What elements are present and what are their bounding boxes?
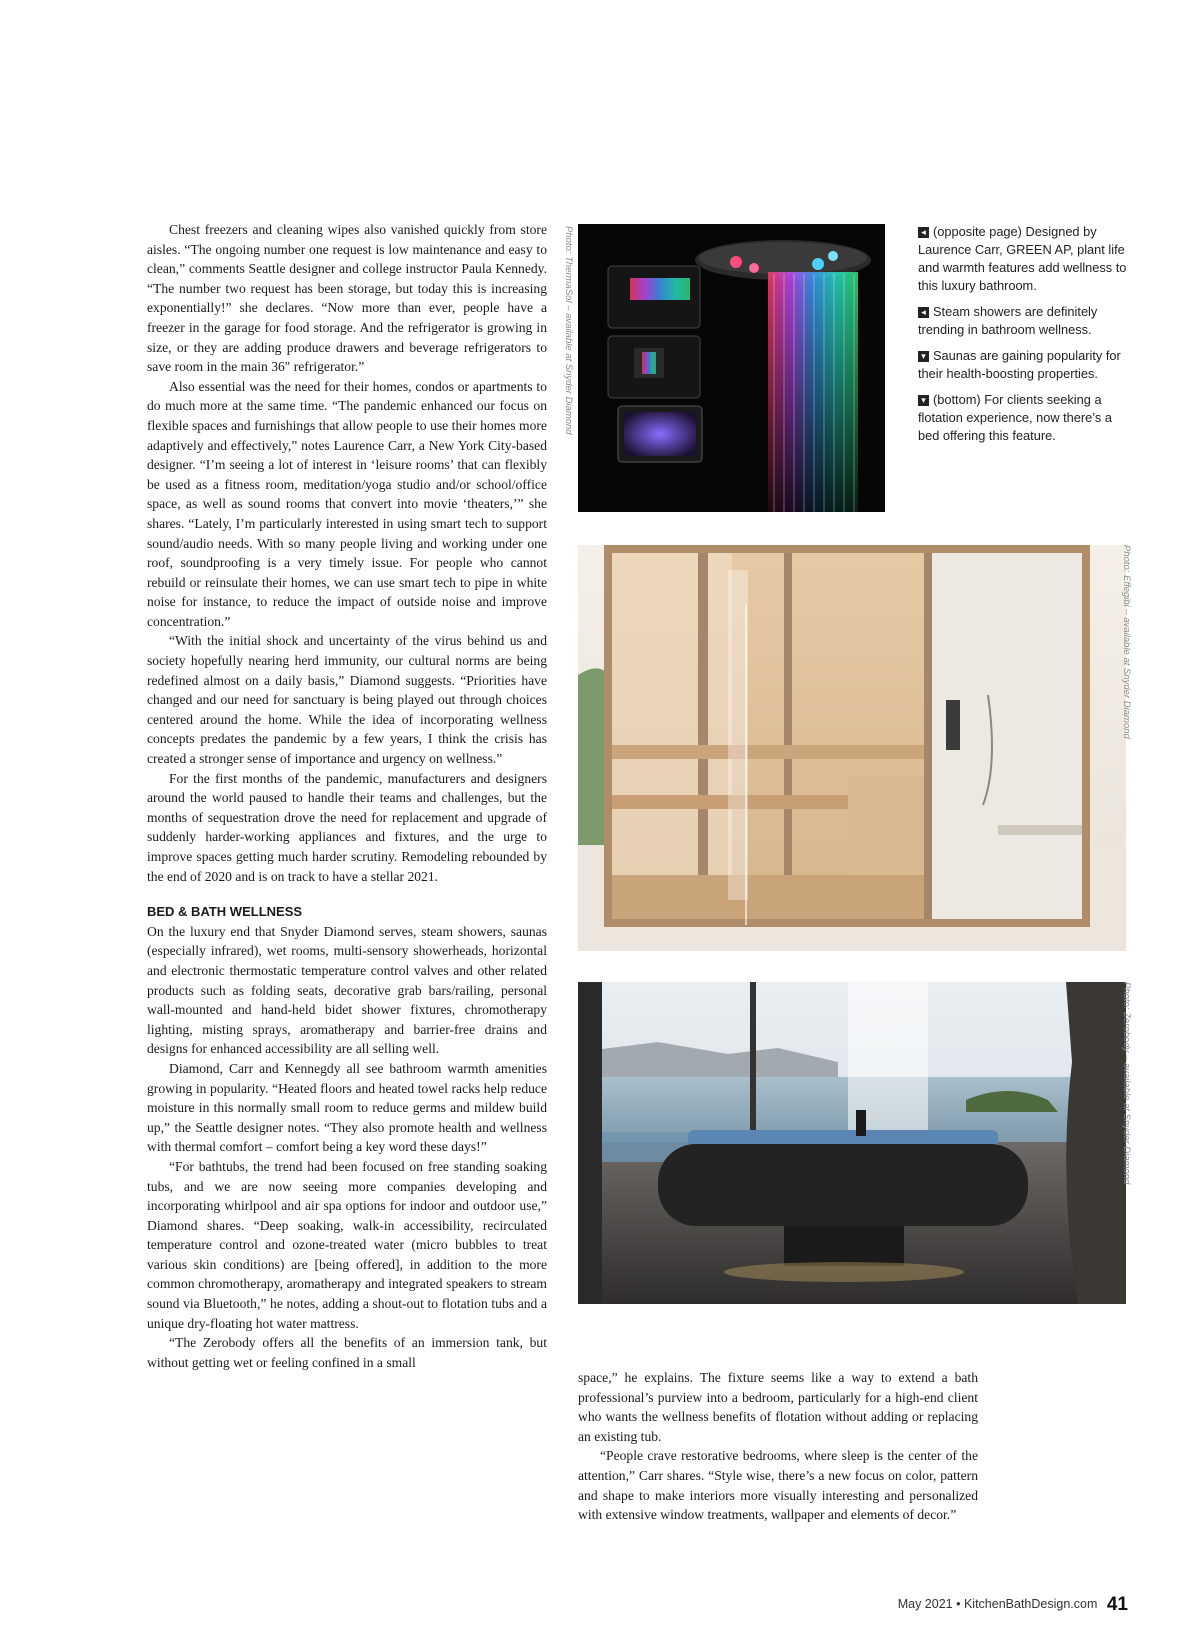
down-arrow-icon: ▾	[918, 395, 929, 406]
section-heading: BED & BATH WELLNESS	[147, 904, 303, 920]
article-paragraph: Diamond, Carr and Kennegdy all see bathroom warmth amenities growing in popularity. “Heated floors and heated towel racks help reduce moisture in this normally small room to reduce germs and mildew build up,” the Seattle designer notes. “They also promote health and wellness with thermal comfort – comfort being a key word these days!”	[147, 1060, 547, 1155]
caption-text: Steam showers are definitely trending in bathroom wellness.	[918, 304, 1098, 337]
website-url: KitchenBathDesign.com	[963, 1597, 1098, 1611]
article-paragraph: “People crave restorative bedrooms, where sleep is the center of the attention,” Carr shares. “Style wise, there’s a new focus on color, pattern and shape to make interiors more visually interesting and personalized with extensive window treatments, wallpaper and elements of decor.”	[578, 1448, 978, 1523]
article-column-left	[147, 220, 547, 1372]
article-paragraph: “With the initial shock and uncertainty of the virus behind us and society hopefully nearing herd immunity, our cultural norms are being redefined almost on a daily basis,” Diamond suggests. “Priorities have changed and our need for sanctuary is being played out through choices centered around the home. While the idea of incorporating wellness concepts predates the pandemic by a few years, I think the crisis has created a stronger sense of importance and urgency on wellness.”	[147, 633, 547, 767]
article-column-right	[578, 1368, 978, 1525]
issue-date: May 2021	[897, 1597, 953, 1611]
caption	[918, 223, 1128, 295]
photo-sauna	[578, 545, 1126, 951]
article-paragraph: space,” he explains. The fixture seems like a way to extend a bath professional’s purview into a bedroom, particularly for a high-end client who wants the wellness benefits of flotation without adding or replacing an existing tub.	[578, 1370, 978, 1444]
article-paragraph: Chest freezers and cleaning wipes also vanished quickly from store aisles. “The ongoing number one request is low maintenance and easy to clean,” comments Seattle designer and college instructor Paula Kennedy. “The number two request has been storage, but today this is increasing exponentially!” she declares. “Now more than ever, people have a freezer in the garage for food storage. And the refrigerator is growing in size, or they are adding produce drawers and beverage refrigerators to save room in the main 36" refrigerator.”	[147, 222, 547, 375]
page-number: 41	[1106, 1594, 1128, 1615]
photo-credit: Photo: Zerobody – available at Snyder Diamond	[1121, 982, 1132, 1185]
caption	[918, 303, 1128, 339]
caption-text: Saunas are gaining popularity for their health-boosting properties.	[918, 348, 1121, 381]
article-paragraph: “The Zerobody offers all the benefits of an immersion tank, but without getting wet or feeling confined in a small	[147, 1335, 547, 1370]
article-paragraph: For the first months of the pandemic, manufacturers and designers around the world paused to handle their teams and challenges, but the months of sequestration drove the need for replacement and upgrade of suddenly harder-working appliances and fixtures, and the urge to improve spaces getting much harder scrutiny. Remodeling rebounded by the end of 2020 and is on track to have a stellar 2021.	[147, 770, 547, 884]
article-paragraph: Also essential was the need for their homes, condos or apartments to do much more at the same time. “The pandemic enhanced our focus on flexible spaces and furnishings that allow people to use their homes more adaptively and effectively,” notes Laurence Carr, a New York City-based designer. “I’m seeing a lot of interest in ‘leisure rooms’ that can flexibly be used as a fitness room, meditation/yoga studio and/or school/office space, as well as sound rooms that convert into movie ‘theaters,’” she shares. “Lately, I’m particularly interested in using smart tech to support sound/audio needs. With so many people living and working under one roof, soundproofing is a very timely issue. For people who cannot rebuild or reinsulate their homes, we can use smart tech to pipe in white noise for instance, to reduce the impact of outside noise and improve concentration.”	[147, 378, 547, 629]
flotation-bed-illustration	[578, 982, 1126, 1304]
down-arrow-icon: ▾	[918, 351, 929, 362]
left-arrow-icon: ◂	[918, 307, 929, 318]
caption-text: (opposite page) Designed by Laurence Carr, GREEN AP, plant life and warmth features add wellness to this luxury bathroom.	[918, 224, 1127, 293]
caption	[918, 347, 1128, 383]
photo-steam-shower	[578, 224, 885, 512]
article-paragraph: On the luxury end that Snyder Diamond serves, steam showers, saunas (especially infrared), wet rooms, multi-sensory showerheads, horizontal and electronic thermostatic temperature control valves and other related products such as folding seats, decorative grab bars/railing, personal wall-mounted and hand-held bidet shower fixtures, chromotherapy lighting, misting sprays, aromatherapy and barrier-free drains and designs for enhanced accessibility are all selling well.	[147, 923, 547, 1057]
caption-text: (bottom) For clients seeking a flotation experience, now there’s a bed offering this feature.	[918, 392, 1112, 443]
page-footer	[888, 1594, 1128, 1618]
photo-captions	[918, 223, 1128, 453]
photo-flotation-bed	[578, 982, 1126, 1304]
footer-separator: •	[956, 1597, 961, 1611]
caption	[918, 391, 1128, 445]
sauna-illustration	[578, 545, 1126, 951]
article-paragraph: “For bathtubs, the trend had been focused on free standing soaking tubs, and we are now seeing more companies developing and incorporating whirlpool and air spa options for indoor and outdoor use,” Diamond shares. “Deep soaking, walk-in accessibility, recirculated temperature control and ozone-treated water (micro bubbles to treat various skin conditions) are [being offered], in addition to the more common chromotherapy, aromatherapy and integrated speakers to stream sound via Bluetooth,” he notes, adding a shout-out to flotation tubs and a unique dry-floating hot water mattress.	[147, 1158, 547, 1331]
photo-credit: Photo: Effegibi – available at Snyder Diamond	[1121, 545, 1132, 739]
photo-credit: Photo: ThermaSol – available at Snyder Diamond	[563, 226, 574, 435]
left-arrow-icon: ◂	[918, 227, 929, 238]
steam-shower-illustration	[578, 224, 885, 512]
